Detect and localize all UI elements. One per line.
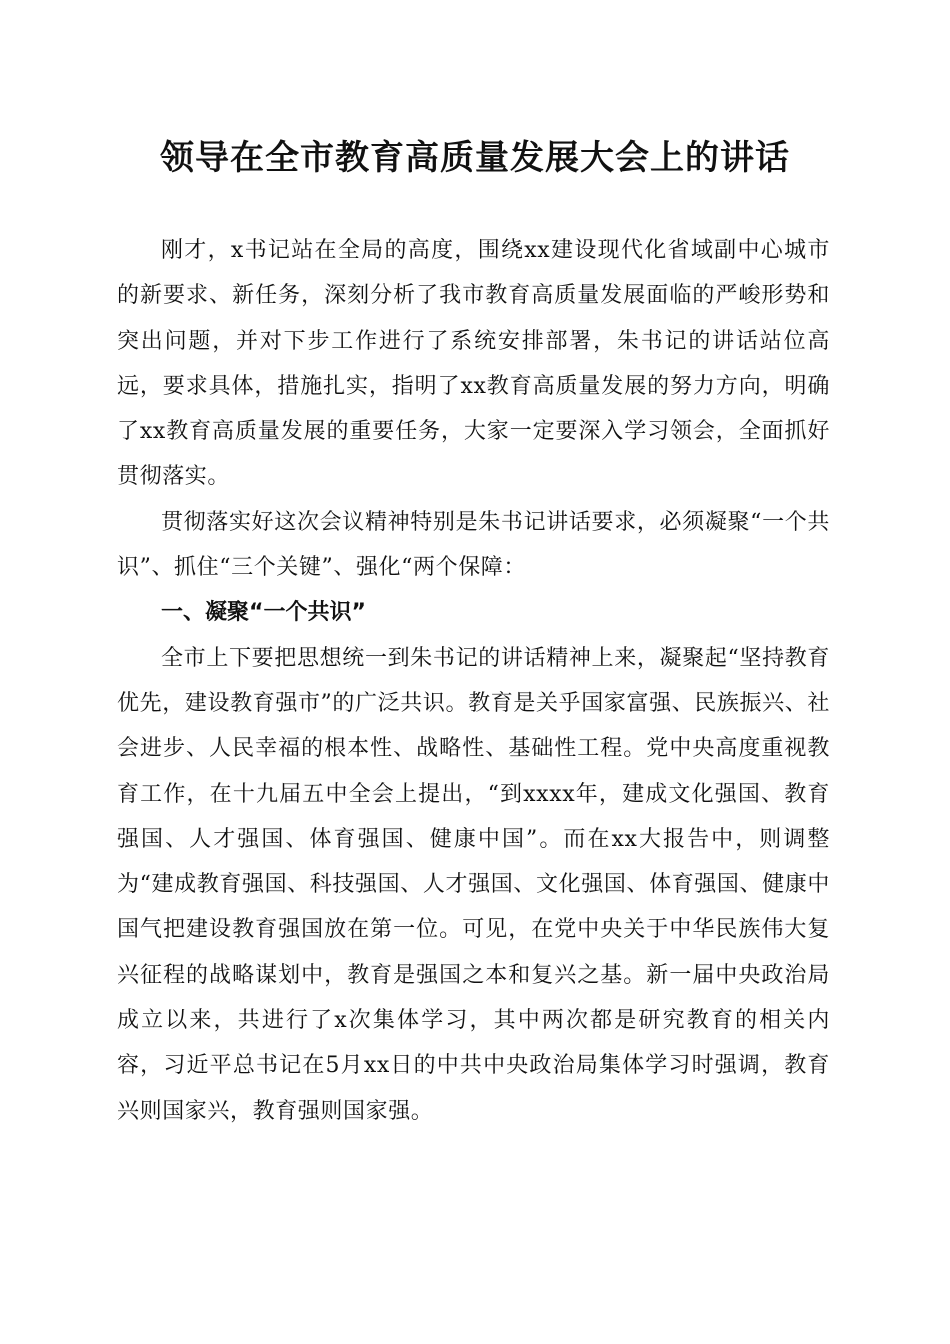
document-body [117, 228, 830, 1134]
paragraph-opening: 刚才，x书记站在全局的高度，围绕xx建设现代化省域副中心城市的新要求、新任务，深刻分析了我市教育高质量发展面临的严峻形势和突出问题，并对下步工作进行了系统安排部署，朱书记的讲话站位高远，要求具体，措施扎实，指明了xx教育高质量发展的努力方向，明确了xx教育高质量发展的重要任务，大家一定要深入学习领会，全面抓好贯彻落实。 [117, 238, 830, 490]
section-heading-1: 一、凝聚“一个共识” [161, 600, 366, 626]
paragraph-requirements: 贯彻落实好这次会议精神特别是朱书记讲话要求，必须凝聚“一个共识”、抓住“三个关键”、强化“两个保障： [117, 509, 830, 581]
document-title: 领导在全市教育高质量发展大会上的讲话 [160, 138, 790, 178]
paragraph-consensus: 全市上下要把思想统一到朱书记的讲话精神上来，凝聚起“坚持教育优先，建设教育强市”的广泛共识。教育是关乎国家富强、民族振兴、社会进步、人民幸福的根本性、战略性、基础性工程。党中央高度重视教育工作，在十九届五中全会上提出，“到xxxx年，建成文化强国、教育强国、人才强国、体育强国、健康中国”。而在xx大报告中，则调整为“建成教育强国、科技强国、人才强国、文化强国、体育强国、健康中国气把建设教育强国放在第一位。可见，在党中央关于中华民族伟大复兴征程的战略谋划中，教育是强国之本和复兴之基。新一届中央政治局成立以来，共进行了x次集体学习，其中两次都是研究教育的相关内容，习近平总书记在5月xx日的中共中央政治局集体学习时强调，教育兴则国家兴，教育强则国家强。 [117, 645, 830, 1124]
